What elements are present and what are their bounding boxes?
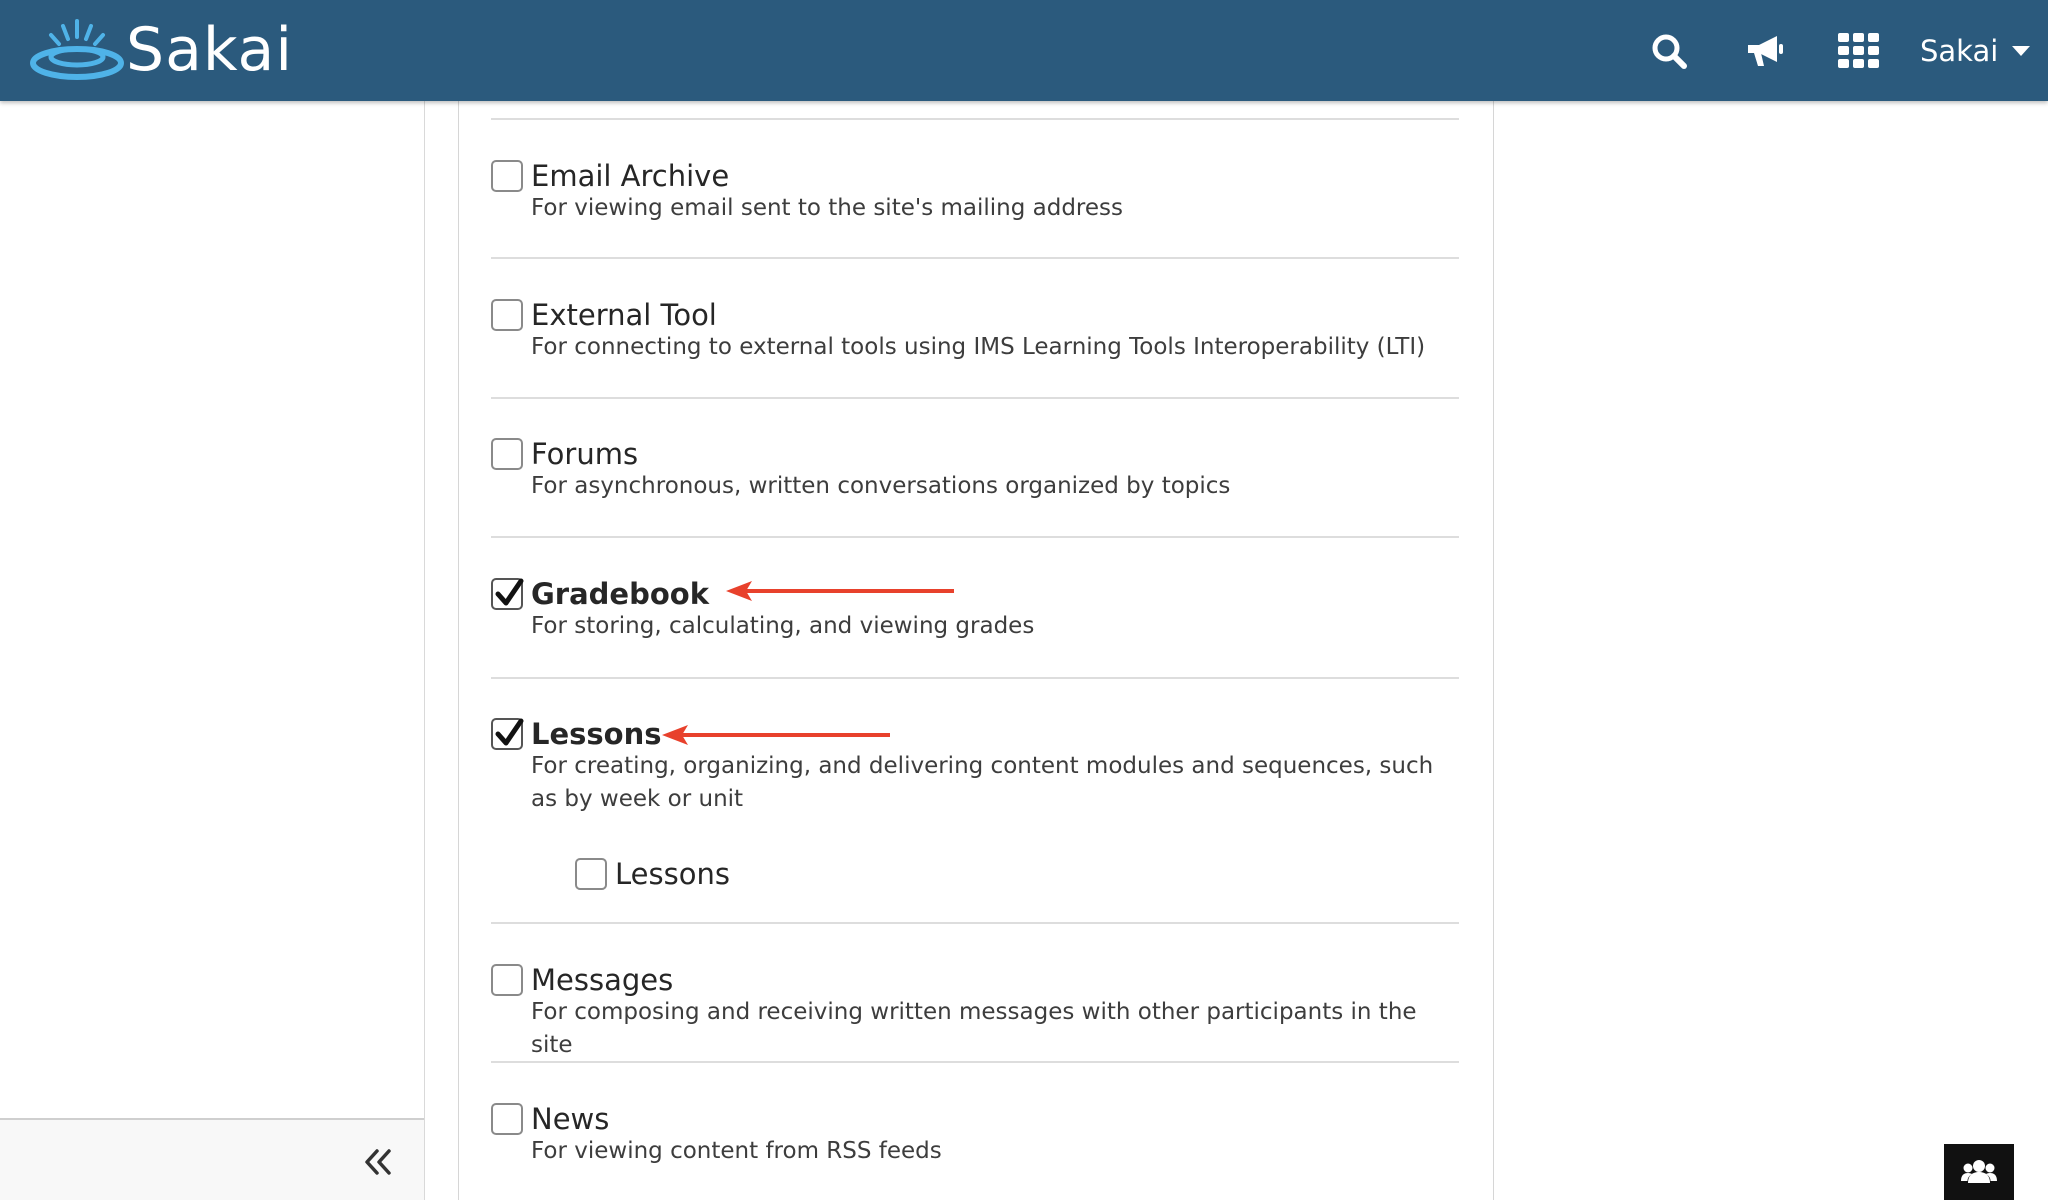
search-icon [1650, 32, 1688, 70]
tool-description: For connecting to external tools using IMS Learning Tools Interoperability (LTI) [531, 334, 1426, 360]
annotation-arrow [662, 723, 892, 747]
tool-item-gradebook [491, 576, 1459, 646]
sakai-logo-icon [30, 17, 124, 83]
tool-title: Gradebook [531, 577, 709, 611]
tool-title: External Tool [531, 298, 717, 332]
user-menu[interactable] [1920, 24, 2030, 78]
users-icon [1961, 1157, 1997, 1187]
tool-title: Forums [531, 437, 639, 471]
tool-title: News [531, 1102, 610, 1136]
divider [491, 1061, 1459, 1063]
tool-item-messages [491, 962, 1459, 1058]
sub-tool-title: Lessons [615, 857, 730, 891]
gradebook-checkbox[interactable] [491, 578, 523, 610]
sub-tool-item-lessons [575, 856, 975, 896]
divider [491, 257, 1459, 259]
collapse-sidebar-button[interactable] [356, 1140, 400, 1184]
apps-grid-icon [1838, 33, 1880, 69]
checkmark-icon [494, 577, 524, 609]
left-sidebar [0, 101, 425, 1200]
tool-description: For creating, organizing, and delivering content modules and sequences, such as by week or unit [531, 753, 1434, 812]
caret-down-icon [2012, 46, 2030, 56]
tool-description: For composing and receiving written messages with other participants in the site [531, 999, 1417, 1058]
checkmark-icon [494, 717, 524, 749]
divider [491, 118, 1459, 120]
tool-item-lessons [491, 716, 1459, 816]
tool-item-news [491, 1101, 1459, 1171]
annotation-arrow [726, 579, 956, 603]
email-archive-checkbox[interactable] [491, 160, 523, 192]
tool-title: Lessons [531, 717, 662, 751]
double-chevron-left-icon [363, 1148, 393, 1176]
tool-description: For asynchronous, written conversations organized by topics [531, 473, 1231, 499]
sites-apps-button[interactable] [1834, 24, 1884, 78]
top-navigation-bar [0, 0, 2048, 101]
tool-title: Email Archive [531, 159, 730, 193]
external-tool-checkbox[interactable] [491, 299, 523, 331]
tool-description: For storing, calculating, and viewing grades [531, 613, 1035, 639]
sakai-logo[interactable] [30, 14, 293, 86]
tool-item-email-archive [491, 158, 1459, 228]
messages-checkbox[interactable] [491, 964, 523, 996]
participants-chat-button[interactable] [1944, 1144, 2014, 1200]
announcements-button[interactable] [1740, 24, 1790, 78]
forums-checkbox[interactable] [491, 438, 523, 470]
tool-title: Messages [531, 963, 674, 997]
news-checkbox[interactable] [491, 1103, 523, 1135]
tool-item-external-tool [491, 297, 1459, 367]
search-button[interactable] [1644, 24, 1694, 78]
logo-text: Sakai [126, 15, 293, 85]
tool-description: For viewing content from RSS feeds [531, 1138, 942, 1164]
divider [491, 922, 1459, 924]
user-menu-label: Sakai [1920, 34, 1999, 68]
lessons-checkbox[interactable] [491, 718, 523, 750]
tool-description: For viewing email sent to the site's mailing address [531, 195, 1124, 221]
divider [491, 677, 1459, 679]
lessons-sub-checkbox[interactable] [575, 858, 607, 890]
tool-item-forums [491, 436, 1459, 506]
divider [491, 536, 1459, 538]
megaphone-icon [1745, 33, 1785, 69]
divider [491, 397, 1459, 399]
